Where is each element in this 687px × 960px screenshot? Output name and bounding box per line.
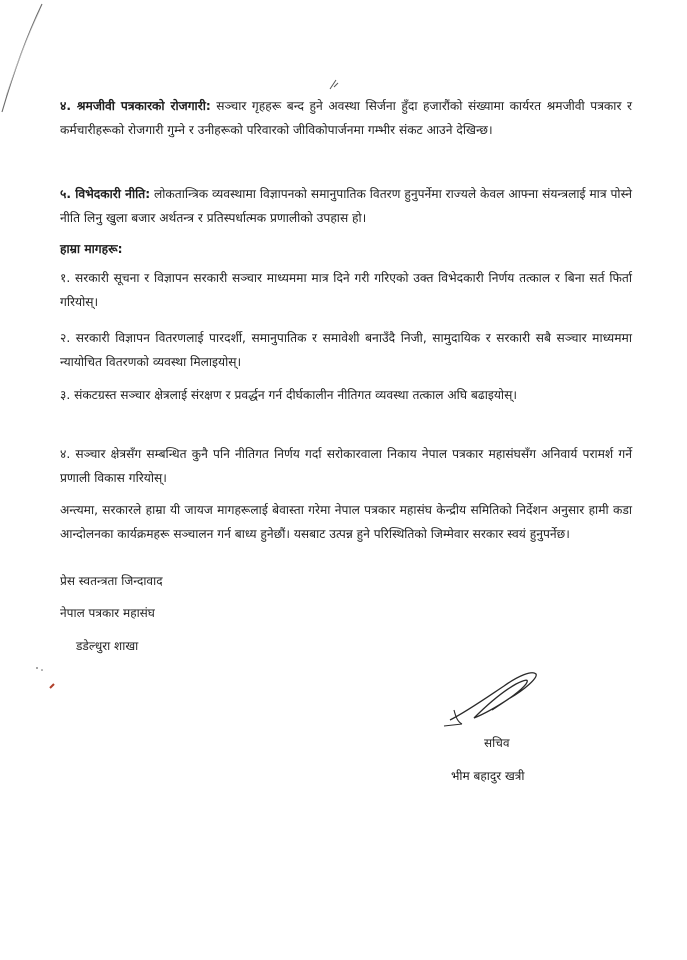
point-4-text: सञ्चार गृहहरू बन्द हुने अवस्था सिर्जना हुँदा हजारौंको संख्यामा कार्यरत श्रमजीवी पत्रकार र कर्मचारीहरूको रोजगारी गुम्ने र उनीहरूको परिवारको जीविकोपार्जनमा गम्भीर संकट आउने देखिन्छ। xyxy=(60,99,632,137)
point-4-paragraph xyxy=(60,94,632,142)
closing-slogan: प्रेस स्वतन्त्रता जिन्दावाद xyxy=(60,574,163,588)
point-5-label: ५. विभेदकारी नीति: xyxy=(60,187,151,201)
conclusion-paragraph: अन्त्यमा, सरकारले हाम्रा यी जायज मागहरूलाई बेवास्ता गरेमा नेपाल पत्रकार महासंघ केन्द्रीय समितिको निर्देशन अनुसार हामी कडा आन्दोलनका कार्यक्रमहरू सञ्चालन गर्न बाध्य हुनेछौं। यसबाट उत्पन्न हुने परिस्थितिको जिम्मेवार सरकार स्वयं हुनुपर्नेछ। xyxy=(60,503,632,541)
signatory-title: सचिव xyxy=(484,736,510,750)
handwritten-signature xyxy=(440,662,550,732)
closing-branch: डडेल्धुरा शाखा xyxy=(76,639,139,653)
stray-mark xyxy=(327,78,341,92)
signatory-name: भीम बहादुर खत्री xyxy=(451,769,525,783)
demands-heading: हाम्रा मागहरू: xyxy=(60,242,123,256)
demand-item-2: २. सरकारी विज्ञापन वितरणलाई पारदर्शी, समानुपातिक र समावेशी बनाउँदै निजी, सामुदायिक र सरकारी सबै सञ्चार माध्यममा न्यायोचित वितरणको व्यवस्था मिलाइयोस्। xyxy=(60,331,632,369)
demand-item-1: १. सरकारी सूचना र विज्ञापन सरकारी सञ्चार माध्यममा मात्र दिने गरी गरिएको उक्त विभेदकारी निर्णय तत्काल र बिना सर्त फिर्ता गरियोस्। xyxy=(60,271,632,309)
point-5-text: लोकतान्त्रिक व्यवस्थामा विज्ञापनको समानुपातिक वितरण हुनुपर्नेमा राज्यले केवल आफ्ना संयन्त्रलाई मात्र पोस्ने नीति लिनु खुला बजार अर्थतन्त्र र प्रतिस्पर्धात्मक प्रणालीको उपहास हो। xyxy=(60,187,632,225)
closing-organization: नेपाल पत्रकार महासंघ xyxy=(60,606,155,620)
demand-item-4: ४. सञ्चार क्षेत्रसँग सम्बन्धित कुनै पनि नीतिगत निर्णय गर्दा सरोकारवाला निकाय नेपाल पत्रकार महासंघसँग अनिवार्य परामर्श गर्ने प्रणाली विकास गरियोस्। xyxy=(60,447,632,485)
stray-ink-dots xyxy=(34,664,64,694)
point-4-label: ४. श्रमजीवी पत्रकारको रोजगारी: xyxy=(60,99,211,113)
demand-item-3: ३. संकटग्रस्त सञ्चार क्षेत्रलाई संरक्षण र प्रवर्द्धन गर्न दीर्घकालीन नीतिगत व्यवस्था तत्काल अघि बढाइयोस्। xyxy=(60,388,517,402)
point-5-paragraph xyxy=(60,182,632,230)
